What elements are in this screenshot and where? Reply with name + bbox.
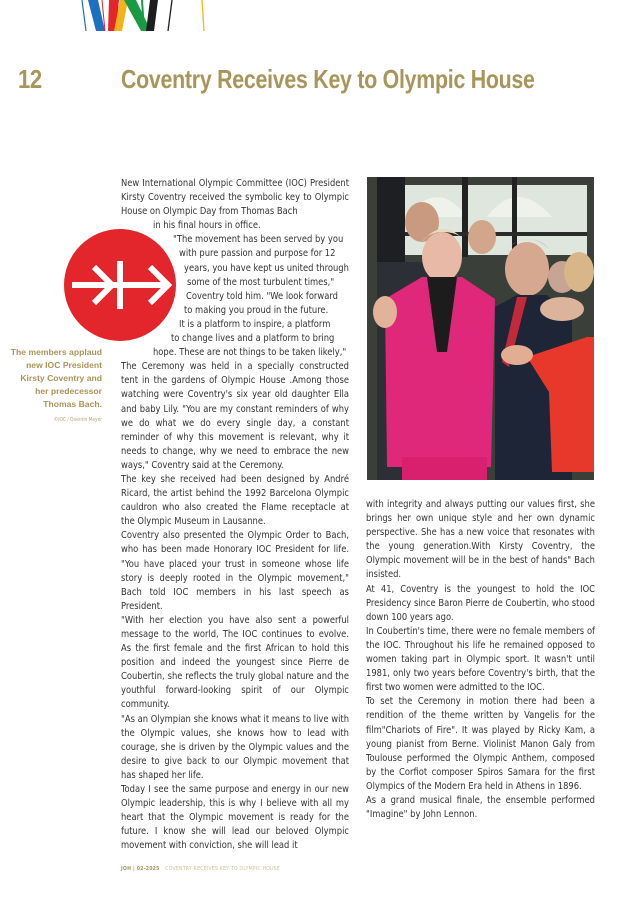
article-line: Coventry told him. "We look forward xyxy=(186,290,338,302)
article-paragraph: Today I see the same purpose and energy in our new Olympic leadership, this is why I believe with all my heart that the Olympic movement is ready for the future. I know she will lead our beloved Olympic movement with conviction, she will lead it xyxy=(121,784,349,852)
article-paragraph: New International Olympic Committee (IOC) President Kirsty Coventry received the symbolic key to Olympic House on Olympic Day from Thomas Bach xyxy=(121,178,349,218)
article-column-left xyxy=(121,177,349,854)
article-paragraph: In Coubertin's time, there were no female members of the IOC. Throughout his life he remained opposed to women taking part in Olympic sport. It wasn't until 1981, only two years before Coventry's birth, that the first two women were admitted to the IOC. xyxy=(366,625,595,694)
caption-line: Thomas Bach. xyxy=(43,399,102,409)
article-paragraph: As a grand musical finale, the ensemble performed "Imagine" by John Lennon. xyxy=(366,794,595,821)
article-line: years, you have kept us united through xyxy=(184,262,349,274)
article-paragraph: "With her election you have also sent a powerful message to the world, The IOC continues to evolve. As the first female and the first African to hold this position and indeed the youngest since Pierre de Coubertin, she reflects the truly global nature and the youthful forward-looking spirit of our Olympic community. xyxy=(121,614,349,711)
article-line: to change lives and a platform to bring xyxy=(171,333,335,345)
article-line: in his final hours in office. xyxy=(153,220,261,232)
article-photo xyxy=(367,177,594,480)
article-column-right xyxy=(366,498,595,822)
photo-credit: ©IOC / Quentin Meyer xyxy=(53,418,102,423)
caption-line: Kirsty Coventry and xyxy=(20,373,102,383)
page-number: 12 xyxy=(18,64,42,94)
footer-section-title: COVENTRY RECEIVES KEY TO OLYMPIC HOUSE xyxy=(165,866,281,872)
olympic-stripes-logo xyxy=(78,0,213,31)
footer-issue: JOH | 02-2025 xyxy=(121,866,160,872)
article-line: "The movement has been served by you xyxy=(173,234,344,246)
article-paragraph: At 41, Coventry is the youngest to hold the IOC Presidency since Baron Pierre de Coubertin, who stood down 100 years ago. xyxy=(366,583,595,623)
article-paragraph: To set the Ceremony in motion there had been a rendition of the theme written by Vangelis for the film"Chariots of Fire". It was played by Ricky Kam, a young pianist from Berne. Violinist Manon Galy from Toulouse performed the Olympic Anthem, composed by the Corfiot composer Spiros Samara for the first Olympics of the Modern Era held in Athens in 1896. xyxy=(366,696,595,792)
article-paragraph: Coventry also presented the Olympic Order to Bach, who has been made Honorary IOC President for life. "You have placed your trust in someone whose life story is deeply rooted in the Olympic movement," Bach told IOC members in his last speech as President. xyxy=(121,530,349,612)
page-footer xyxy=(121,866,280,872)
stripe-yellow-thin xyxy=(202,0,204,31)
stripe-blue-thin xyxy=(82,0,86,31)
stripe-black xyxy=(146,0,158,31)
article-line: to making you proud in the future. xyxy=(184,304,329,316)
article-paragraph: "As an Olympian she knows what it means to live with the Olympic values, she knows how to lead with courage, she is driven by the Olympic values and the desire to give back to our Olympic movement that has shaped her life. xyxy=(121,713,349,781)
caption-line: new IOC President xyxy=(26,360,102,370)
caption-line: The members applaud xyxy=(10,347,102,357)
stripe-black-thin xyxy=(168,0,172,31)
article-line: It is a platform to inspire, a platform xyxy=(179,318,331,330)
article-line: hope. These are not things to be taken likely," xyxy=(153,347,347,359)
caption-line: her predecessor xyxy=(35,386,102,396)
article-line: some of the most turbulent times," xyxy=(187,276,335,288)
article-line: with pure passion and purpose for 12 xyxy=(179,248,336,260)
article-paragraph: with integrity and always putting our values first, she brings her own unique style and her own dynamic perspective. She has a new voice that resonates with the young generation.With Kirsty Coventry, the Olympic movement will be in the best of hands" Bach insisted. xyxy=(366,499,595,581)
article-title: Coventry Receives Key to Olympic House xyxy=(121,64,535,94)
photo-caption xyxy=(10,346,102,411)
article-paragraph: The Ceremony was held in a specially constructed tent in the gardens of Olympic House .Among those watching were Coventry's six year old daughter Ella and baby Lily. "You are my constant reminders of why we do what we do every single day, a constant reminder of why this movement is relevant, why it needs to change, why we need to embrace the new ways," Coventry said at the Ceremony. xyxy=(121,361,349,471)
article-paragraph: The key she received had been designed by André Ricard, the artist behind the 1992 Barcelona Olympic cauldron who also created the Flame receptacle at the Olympic Museum in Lausanne. xyxy=(121,473,349,528)
